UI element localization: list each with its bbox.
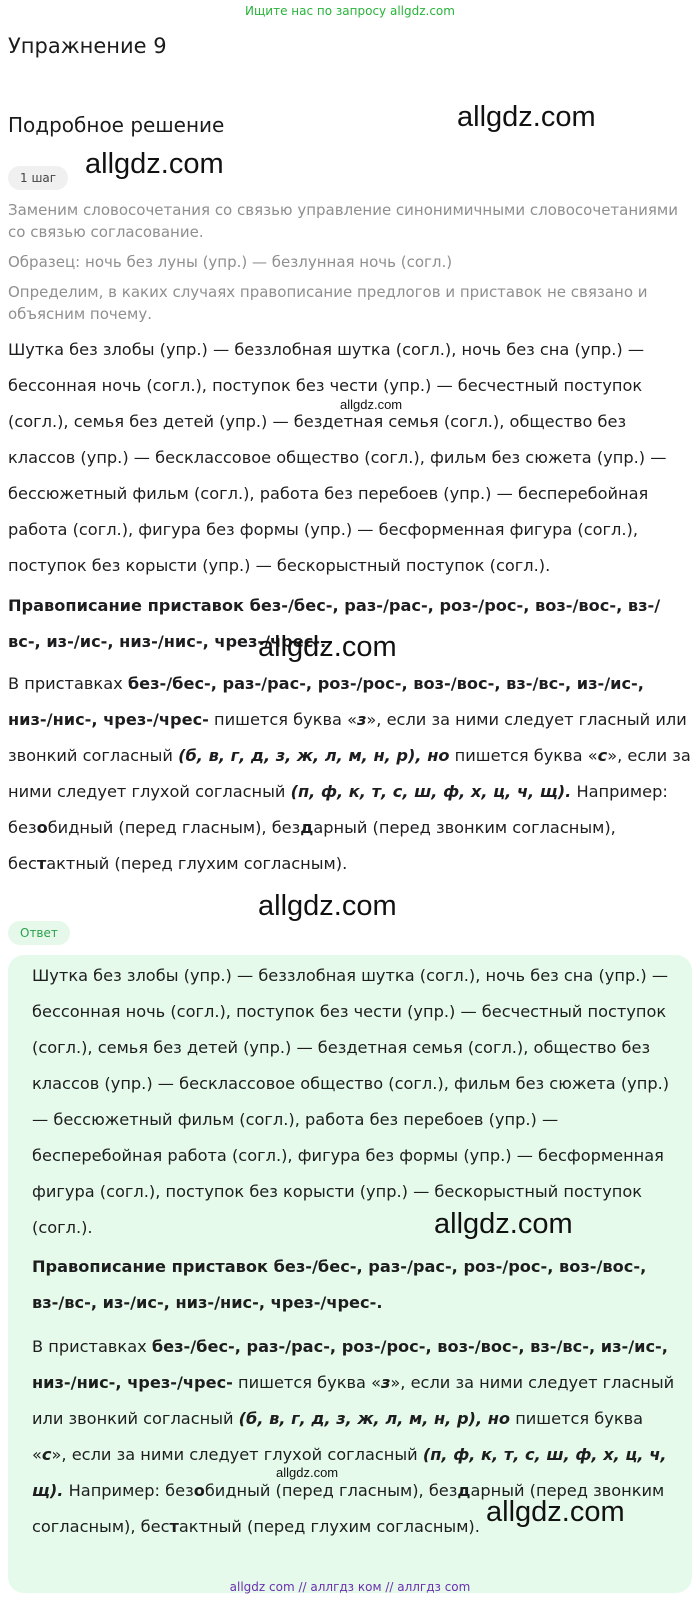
watermark: allgdz.com bbox=[457, 101, 596, 133]
solution-examples: Шутка без злобы (упр.) — беззлобная шутка (согл.), ночь без сна (упр.) — бессонная ночь (согл.), поступок без чести (упр.) — бесчестный поступок (согл.), семья без детей (упр.) — бездетная семья (согл.), общество без классов (упр.) — бесклассовое общество (согл.), фильм без сюжета (упр.) — бессюжетный фильм (согл.), работа без перебоев (упр.) — бесперебойная работа (согл.), фигура без формы (упр.) — бесформенная фигура (согл.), поступок без корысти (упр.) — бескорыстный поступок (согл.). bbox=[8, 340, 667, 575]
rule-text: В приставках без-/бес-, раз-/рас-, роз-/рос-, воз-/вос-, вз-/вс-, из-/ис-, низ-/нис-, чрез-/чрес- пишется буква «з», если за ними следует гласный или звонкий согласный (б, в, г, д, з, ж, л, м, н, р), но пишется буква «с», если за ними следует глухой согласный (п, ф, к, т, с, ш, ф, х, ц, ч, щ). Например: безобидный (перед гласным), бездарный (перед звонким согласным), бестактный (перед глухим согласным). bbox=[8, 674, 691, 873]
rule-title: Правописание приставок без-/бес-, раз-/рас-, роз-/рос-, воз-/вос-, вз-/вс-, из-/ис-, низ-/нис-, чрез-/чрес-. bbox=[8, 596, 661, 651]
top-banner[interactable]: Ищите нас по запросу allgdz.com bbox=[245, 4, 455, 18]
watermark: allgdz.com bbox=[258, 890, 397, 922]
watermark: allgdz.com bbox=[486, 1496, 625, 1528]
watermark: allgdz.com bbox=[434, 1208, 573, 1240]
section-title: Подробное решение bbox=[8, 113, 225, 137]
intro-task: Определим, в каких случаях правописание предлогов и приставок не связано и объясним почему. bbox=[8, 283, 648, 323]
intro-text: Заменим словосочетания со связью управление синонимичными словосочетаниями со связью согласование. bbox=[8, 201, 678, 241]
answer-rule-text: В приставках без-/бес-, раз-/рас-, роз-/рос-, воз-/вос-, вз-/вс-, из-/ис-, низ-/нис-, чрез-/чрес- пишется буква «з», если за ними следует гласный или звонкий согласный (б, в, г, д, з, ж, л, м, н, р), но пишется буква «с», если за ними следует глухой согласный (п, ф, к, т, с, ш, ф, х, ц, ч, щ). Например: безобидный (перед гласным), бездарный (перед звонким согласным), бестактный (перед глухим согласным). bbox=[32, 1337, 675, 1536]
watermark-small: allgdz.com bbox=[276, 1465, 339, 1480]
answer-examples: Шутка без злобы (упр.) — беззлобная шутка (согл.), ночь без сна (упр.) — бессонная ночь (согл.), поступок без чести (упр.) — бесчестный поступок (согл.), семья без детей (упр.) — бездетная семья (согл.), общество без классов (упр.) — бесклассовое общество (согл.), фильм без сюжета (упр.) — бессюжетный фильм (согл.), работа без перебоев (упр.) — бесперебойная работа (согл.), фигура без формы (упр.) — бесформенная фигура (согл.), поступок без корысти (упр.) — бескорыстный поступок (согл.). bbox=[32, 966, 670, 1237]
answer-badge: Ответ bbox=[8, 921, 70, 945]
step-badge: 1 шаг bbox=[8, 166, 68, 190]
footer-links[interactable]: allgdz com // аллгдз ком // аллгдз com bbox=[229, 1580, 471, 1594]
watermark-small: allgdz.com bbox=[340, 397, 403, 412]
watermark: allgdz.com bbox=[85, 148, 224, 180]
page-title: Упражнение 9 bbox=[8, 34, 167, 58]
watermark: allgdz.com bbox=[258, 631, 397, 663]
intro-example: Образец: ночь без луны (упр.) — безлунная ночь (согл.) bbox=[8, 253, 453, 271]
answer-rule-title: Правописание приставок без-/бес-, раз-/рас-, роз-/рос-, воз-/вос-, вз-/вс-, из-/ис-, низ-/нис-, чрез-/чрес-. bbox=[32, 1257, 647, 1312]
